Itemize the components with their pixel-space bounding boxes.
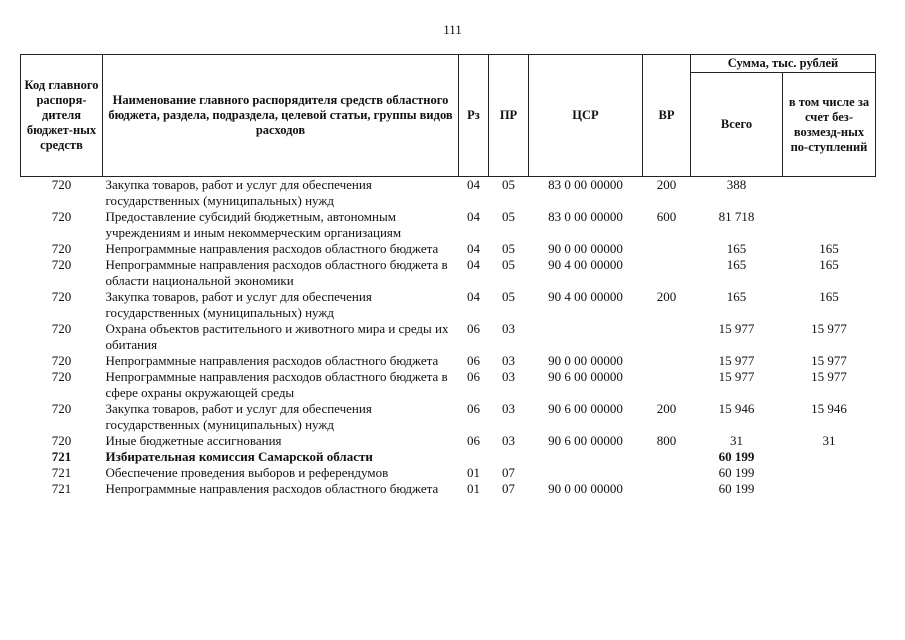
cell-incl: 165 <box>819 257 839 272</box>
cell-name: Обеспечение проведения выборов и референдумов <box>105 465 389 480</box>
cell-name: Непрограммные направления расходов областного бюджета <box>105 241 439 256</box>
cell-name: Непрограммные направления расходов областного бюджета <box>105 481 439 496</box>
cell-csr: 90 4 00 00000 <box>548 289 623 304</box>
header-rz: Рз <box>459 55 489 177</box>
cell-total: 60 199 <box>718 449 755 464</box>
cell-incl: 15 977 <box>811 369 847 384</box>
cell-incl: 15 977 <box>811 321 847 336</box>
cell-pr: 07 <box>502 481 515 496</box>
cell-csr: 90 6 00 00000 <box>548 433 623 448</box>
cell-code: 721 <box>51 465 72 480</box>
cell-csr <box>529 321 643 353</box>
cell-code: 720 <box>51 433 72 448</box>
cell-rz: 04 <box>467 209 480 224</box>
cell-rz: 06 <box>467 321 480 336</box>
page-number: 111 <box>443 22 462 37</box>
cell-pr: 05 <box>502 257 515 272</box>
cell-name: Непрограммные направления расходов областного бюджета <box>105 353 439 368</box>
cell-rz: 04 <box>467 177 480 192</box>
header-code: Код главного распоря-дителя бюджет-ных средств <box>21 55 103 177</box>
table-row <box>21 369 876 401</box>
table-row <box>21 321 876 353</box>
cell-rz: 06 <box>467 369 480 384</box>
header-total: Всего <box>691 73 783 177</box>
cell-pr: 03 <box>502 369 515 384</box>
cell-vr <box>643 241 691 257</box>
cell-code: 720 <box>51 257 72 272</box>
cell-total: 60 199 <box>718 481 755 496</box>
header-csr: ЦСР <box>529 55 643 177</box>
cell-code: 721 <box>51 449 72 464</box>
cell-pr: 03 <box>502 401 515 416</box>
cell-csr: 90 0 00 00000 <box>548 241 623 256</box>
cell-vr <box>643 449 691 465</box>
cell-rz: 04 <box>467 241 480 256</box>
cell-name: Избирательная комиссия Самарской области <box>105 449 373 464</box>
table-row <box>21 177 876 210</box>
cell-name: Закупка товаров, работ и услуг для обеспечения государственных (муниципальных) нужд <box>105 289 372 320</box>
cell-csr: 90 4 00 00000 <box>548 257 623 272</box>
table-row <box>21 257 876 289</box>
cell-code: 720 <box>51 177 72 192</box>
cell-code: 720 <box>51 289 72 304</box>
cell-incl <box>783 177 876 210</box>
cell-rz: 04 <box>467 257 480 272</box>
cell-total: 60 199 <box>718 465 755 480</box>
cell-total: 165 <box>726 241 747 256</box>
cell-csr: 90 6 00 00000 <box>548 401 623 416</box>
cell-incl: 15 946 <box>811 401 847 416</box>
cell-incl: 165 <box>819 241 839 256</box>
header-incl: в том числе за счет без-возмезд-ных по-ступлений <box>783 73 876 177</box>
cell-code: 720 <box>51 209 72 224</box>
cell-code: 720 <box>51 369 72 384</box>
cell-rz <box>459 449 489 465</box>
cell-pr: 05 <box>502 241 515 256</box>
cell-name: Охрана объектов растительного и животного мира и среды их обитания <box>105 321 449 352</box>
cell-vr <box>643 257 691 289</box>
cell-total: 81 718 <box>718 209 755 224</box>
cell-vr: 800 <box>656 433 677 448</box>
cell-vr <box>643 481 691 497</box>
cell-csr <box>529 465 643 481</box>
cell-name: Закупка товаров, работ и услуг для обеспечения государственных (муниципальных) нужд <box>105 177 372 208</box>
cell-rz: 06 <box>467 353 480 368</box>
cell-pr: 05 <box>502 289 515 304</box>
cell-pr: 05 <box>502 177 515 192</box>
cell-pr: 03 <box>502 321 515 336</box>
cell-csr: 90 0 00 00000 <box>548 481 623 496</box>
cell-rz: 06 <box>467 401 480 416</box>
cell-vr <box>643 321 691 353</box>
cell-code: 720 <box>51 353 72 368</box>
cell-incl <box>783 449 876 465</box>
table-row <box>21 209 876 241</box>
cell-pr <box>489 449 529 465</box>
cell-name: Иные бюджетные ассигнования <box>105 433 282 448</box>
cell-csr <box>529 449 643 465</box>
cell-csr: 83 0 00 00000 <box>548 209 623 224</box>
header-pr: ПР <box>489 55 529 177</box>
cell-vr <box>643 369 691 401</box>
cell-code: 721 <box>51 481 72 496</box>
cell-total: 165 <box>726 289 747 304</box>
table-row <box>21 241 876 257</box>
header-vr: ВР <box>643 55 691 177</box>
cell-incl: 31 <box>822 433 836 448</box>
cell-incl: 15 977 <box>811 353 847 368</box>
cell-name: Предоставление субсидий бюджетным, автономным учреждениям и иным некоммерческим организациям <box>105 209 402 240</box>
cell-incl <box>783 209 876 241</box>
cell-incl <box>783 465 876 481</box>
cell-csr: 90 0 00 00000 <box>548 353 623 368</box>
cell-vr: 200 <box>656 401 677 416</box>
cell-vr <box>643 465 691 481</box>
cell-csr: 90 6 00 00000 <box>548 369 623 384</box>
cell-rz: 06 <box>467 433 480 448</box>
cell-rz: 04 <box>467 289 480 304</box>
table-row <box>21 401 876 433</box>
cell-vr: 200 <box>656 177 677 192</box>
cell-csr: 83 0 00 00000 <box>548 177 623 192</box>
cell-vr <box>643 353 691 369</box>
cell-code: 720 <box>51 321 72 336</box>
cell-incl <box>783 481 876 497</box>
cell-name: Непрограммные направления расходов областного бюджета в области национальной экономики <box>105 257 448 288</box>
cell-total: 388 <box>726 177 747 192</box>
cell-total: 31 <box>730 433 743 448</box>
table-row <box>21 465 876 481</box>
cell-code: 720 <box>51 241 72 256</box>
cell-total: 15 977 <box>718 369 755 384</box>
cell-total: 15 946 <box>718 401 755 416</box>
table-row <box>21 449 876 465</box>
header-sum: Сумма, тыс. рублей <box>691 55 876 73</box>
cell-name: Непрограммные направления расходов областного бюджета в сфере охраны окружающей среды <box>105 369 448 400</box>
budget-table <box>20 54 876 497</box>
table-row <box>21 481 876 497</box>
cell-pr: 03 <box>502 353 515 368</box>
cell-total: 15 977 <box>718 321 755 336</box>
cell-vr: 200 <box>656 289 677 304</box>
table-row <box>21 289 876 321</box>
header-name: Наименование главного распорядителя средств областного бюджета, раздела, подраздела, целевой статьи, группы видов расходов <box>103 55 459 177</box>
table-row <box>21 433 876 449</box>
cell-pr: 05 <box>502 209 515 224</box>
cell-vr: 600 <box>656 209 677 224</box>
cell-code: 720 <box>51 401 72 416</box>
cell-name: Закупка товаров, работ и услуг для обеспечения государственных (муниципальных) нужд <box>105 401 372 432</box>
cell-incl: 165 <box>819 289 839 304</box>
cell-rz: 01 <box>467 481 480 496</box>
cell-pr: 03 <box>502 433 515 448</box>
cell-pr: 07 <box>502 465 515 480</box>
table-row <box>21 353 876 369</box>
cell-total: 165 <box>726 257 747 272</box>
cell-total: 15 977 <box>718 353 755 368</box>
cell-rz: 01 <box>467 465 480 480</box>
